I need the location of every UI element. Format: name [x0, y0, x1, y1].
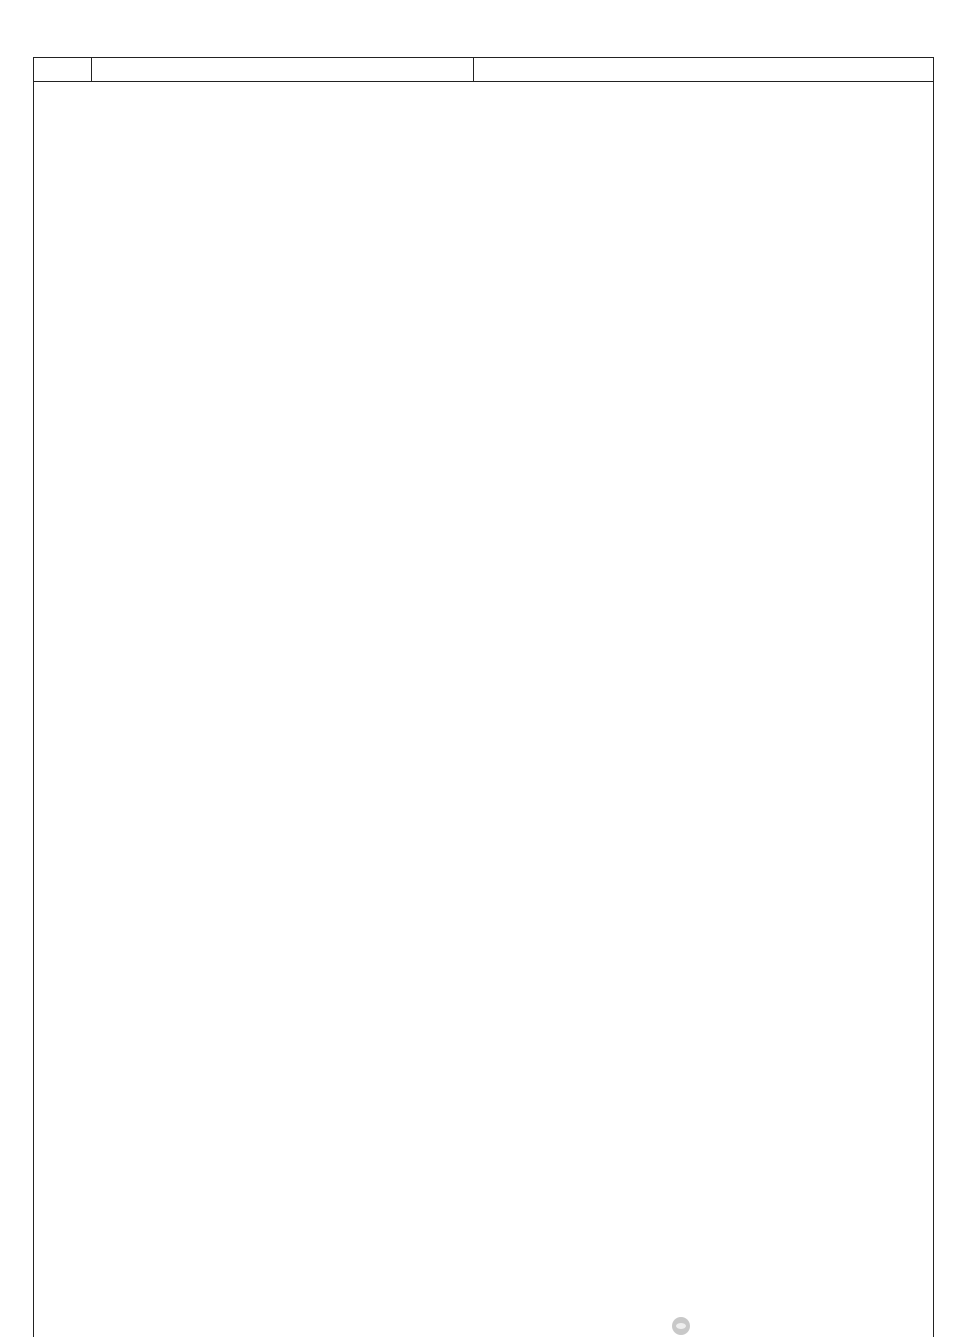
wechat-icon	[672, 1317, 690, 1335]
header-group	[34, 58, 92, 82]
document-header	[0, 0, 961, 57]
grouping-table	[33, 57, 934, 1337]
table-header-row	[34, 58, 933, 82]
header-middle-school	[92, 58, 474, 82]
watermark	[672, 1315, 961, 1337]
header-primary-school	[474, 58, 935, 82]
